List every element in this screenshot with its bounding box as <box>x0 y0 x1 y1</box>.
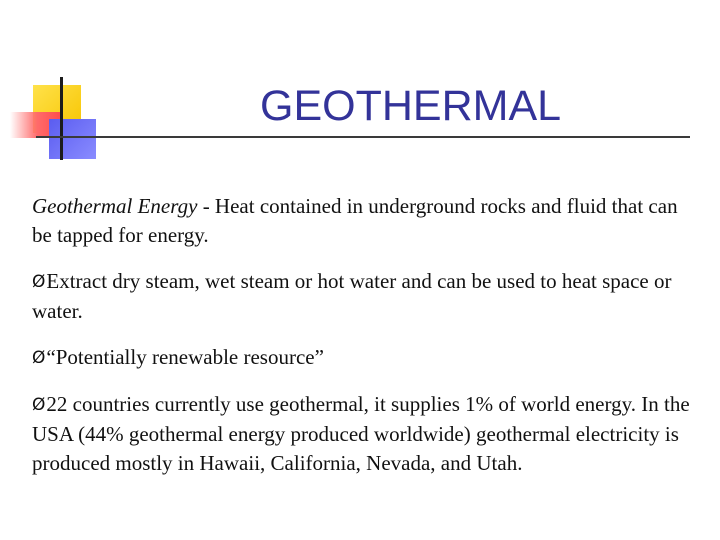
arrow-bullet-icon: Ø <box>32 348 46 368</box>
title-underline <box>36 136 690 138</box>
slide-body <box>32 192 698 495</box>
bullet-text: 22 countries currently use geothermal, it supplies 1% of world energy. In the USA (44% geothermal energy produced worldwide) geothermal electricity is produced mostly in Hawaii, California, Nevada, and Utah. <box>32 392 690 475</box>
slide-title: GEOTHERMAL <box>260 82 562 130</box>
definition-term: Geothermal Energy <box>32 194 198 218</box>
decorative-logo <box>0 0 100 170</box>
bullet-item <box>32 343 698 373</box>
arrow-bullet-icon: Ø <box>32 272 46 292</box>
definition-paragraph <box>32 192 698 250</box>
bullet-item <box>32 267 698 326</box>
bullet-text: Extract dry steam, wet steam or hot water and can be used to heat space or water. <box>32 269 672 323</box>
definition-text: - Heat contained in underground rocks and fluid that can be tapped for energy. <box>32 194 678 247</box>
blue-square <box>49 119 96 159</box>
arrow-bullet-icon: Ø <box>32 395 46 415</box>
vertical-rule <box>60 77 63 160</box>
bullet-item <box>32 390 698 478</box>
bullet-text: “Potentially renewable resource” <box>46 345 324 369</box>
